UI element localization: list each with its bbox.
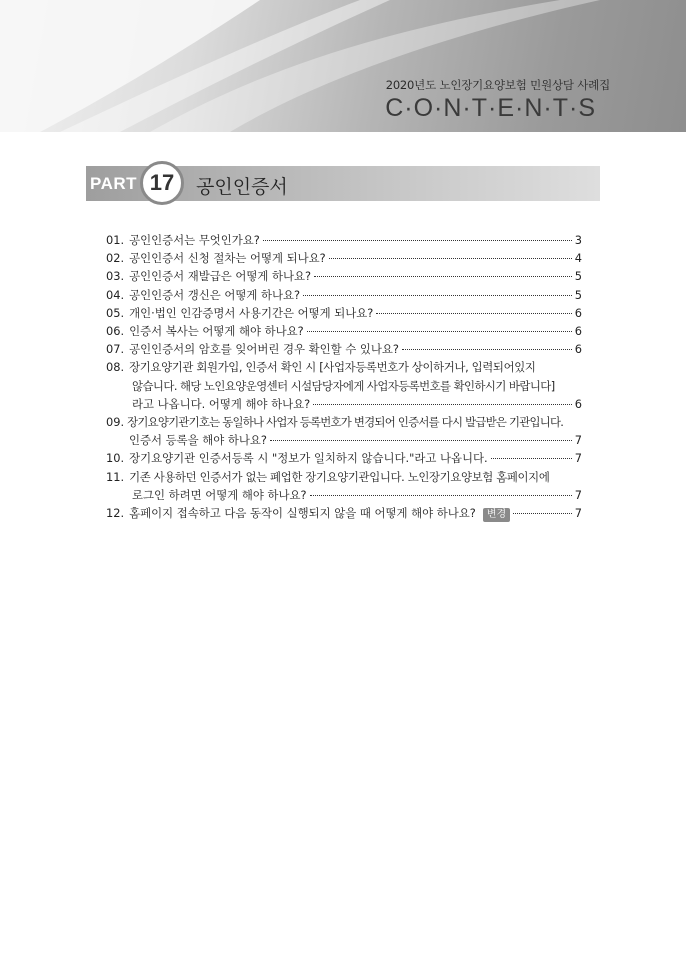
toc-page: 6 xyxy=(574,305,582,320)
dot-leader xyxy=(263,240,572,241)
toc-title-continued: 않습니다. 해당 노인요양운영센터 시설담당자에게 사업자등록번호를 확인하시기 바랍니다] xyxy=(132,378,555,393)
toc-title: 장기요양기관 인증서등록 시 "정보가 일치하지 않습니다."라고 나옵니다. xyxy=(129,451,488,466)
contents-heading: C·O·N·T·E·N·T·S xyxy=(385,94,596,122)
dot-leader xyxy=(329,258,572,259)
toc-page: 5 xyxy=(574,269,582,284)
header-banner xyxy=(0,0,686,132)
table-of-contents xyxy=(106,231,582,522)
toc-title: 기존 사용하던 인증서가 없는 폐업한 장기요양기관입니다. 노인장기요양보험 홈페이지에 xyxy=(129,469,550,484)
toc-item-01[interactable] xyxy=(106,231,582,249)
toc-item-07[interactable] xyxy=(106,340,582,358)
dot-leader xyxy=(310,495,572,496)
toc-page: 7 xyxy=(574,487,582,502)
dot-leader xyxy=(307,331,572,332)
toc-title: 장기요양기관 회원가입, 인증서 확인 시 [사업자등록번호가 상이하거나, 입력되어있지 xyxy=(129,360,536,375)
toc-title: 홈페이지 접속하고 다음 동작이 실행되지 않을 때 어떻게 해야 하나요? xyxy=(129,506,476,521)
book-subtitle: 2020년도 노인장기요양보험 민원상담 사례집 xyxy=(385,78,610,92)
toc-item-12[interactable] xyxy=(106,504,582,522)
toc-title-continued: 로그인 하려면 어떻게 해야 하나요? xyxy=(132,487,307,502)
dot-leader xyxy=(270,440,572,441)
dot-leader xyxy=(513,513,572,514)
part-title: 공인인증서 xyxy=(196,176,288,198)
toc-page: 5 xyxy=(574,287,582,302)
toc-number: 02. xyxy=(106,251,125,266)
toc-page: 6 xyxy=(574,324,582,339)
dot-leader xyxy=(402,349,572,350)
toc-title: 공인인증서 신청 절차는 어떻게 되나요? xyxy=(129,251,326,266)
toc-item-05[interactable] xyxy=(106,304,582,322)
changed-badge: 변경 xyxy=(483,508,510,522)
toc-title: 공인인증서는 무엇인가요? xyxy=(129,233,260,247)
toc-title: 공인인증서 재발급은 어떻게 하나요? xyxy=(129,269,312,284)
toc-number: 11. xyxy=(106,469,125,484)
toc-number: 07. xyxy=(106,342,125,357)
toc-page: 6 xyxy=(574,396,582,411)
toc-page: 7 xyxy=(574,506,582,521)
toc-item-10[interactable] xyxy=(106,449,582,467)
toc-title-continued: 인증서 등록을 해야 하나요? xyxy=(129,433,267,448)
toc-page: 7 xyxy=(574,433,582,448)
toc-number: 12. xyxy=(106,506,125,521)
toc-item-04[interactable] xyxy=(106,286,582,304)
toc-item-08[interactable] xyxy=(106,358,582,413)
part-number: 17 xyxy=(149,170,175,195)
toc-item-03[interactable] xyxy=(106,267,582,285)
toc-page: 4 xyxy=(574,251,582,266)
toc-item-11[interactable] xyxy=(106,468,582,504)
toc-item-02[interactable] xyxy=(106,249,582,267)
toc-page: 3 xyxy=(574,233,582,247)
dot-leader xyxy=(376,313,571,314)
dot-leader xyxy=(314,276,572,277)
toc-page: 7 xyxy=(574,451,582,466)
dot-leader xyxy=(491,458,572,459)
part-label: PART xyxy=(90,174,138,193)
toc-title: 인증서 복사는 어떻게 해야 하나요? xyxy=(129,324,304,339)
dot-leader xyxy=(303,295,572,296)
dot-leader xyxy=(313,404,572,405)
toc-number: 08. xyxy=(106,360,125,375)
toc-title-continued: 라고 나옵니다. 어떻게 해야 하나요? xyxy=(132,396,311,411)
toc-title: 공인인증서의 암호를 잊어버린 경우 확인할 수 있나요? xyxy=(129,342,399,357)
toc-title: 장기요양기관기호는 동일하나 사업자 등록번호가 변경되어 인증서를 다시 발급받은 기관입니다. xyxy=(127,415,564,430)
toc-number: 01. xyxy=(106,233,125,247)
toc-title: 개인·법인 인감증명서 사용기간은 어떻게 되나요? xyxy=(129,305,374,320)
toc-title: 공인인증서 갱신은 어떻게 하나요? xyxy=(129,287,301,302)
toc-number: 03. xyxy=(106,269,125,284)
toc-item-06[interactable] xyxy=(106,322,582,340)
toc-page: 6 xyxy=(574,342,582,357)
toc-number: 09. xyxy=(106,415,125,430)
toc-number: 05. xyxy=(106,305,125,320)
toc-number: 06. xyxy=(106,324,125,339)
toc-item-09[interactable] xyxy=(106,413,582,449)
toc-number: 10. xyxy=(106,451,125,466)
toc-number: 04. xyxy=(106,287,125,302)
